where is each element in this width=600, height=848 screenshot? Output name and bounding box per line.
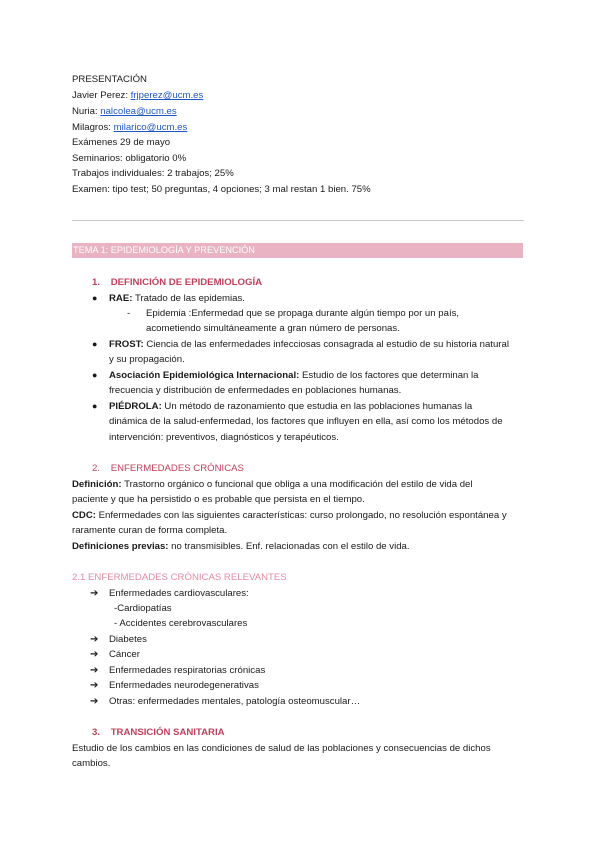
term-label: PIÉDROLA:	[109, 401, 162, 412]
section-title: TRANSICIÓN SANITARIA	[110, 727, 225, 738]
term-label: CDC:	[72, 510, 96, 521]
bullet-icon: ●	[92, 401, 98, 411]
transition-text-line-2: cambios.	[72, 758, 111, 769]
arrow-right-icon: ➔	[90, 665, 99, 676]
horizontal-divider	[72, 220, 524, 221]
contact-javier	[72, 88, 203, 103]
previous-definitions	[72, 539, 410, 554]
cdc-definition-line-1	[72, 508, 507, 523]
list-item: Otras: enfermedades mentales, patología osteomuscular…	[109, 696, 361, 707]
arrow-right-icon: ➔	[90, 680, 99, 691]
list-item: Enfermedades neurodegenerativas	[109, 680, 259, 691]
seminars-info: Seminarios: obligatorio 0%	[72, 153, 187, 164]
term-text: Ciencia de las enfermedades infecciosas consagrada al estudio de su historia natural	[143, 339, 509, 350]
topic-heading-band: TEMA 1: EPIDEMIOLOGÍA Y PREVENCIÓN	[72, 243, 523, 258]
term-label: FROST:	[109, 339, 144, 350]
email-link-nuria[interactable]: nalcolea@ucm.es	[100, 106, 177, 117]
term-label: Asociación Epidemiológica Internacional:	[109, 370, 300, 381]
term-text: Enfermedades con las siguientes características: curso prolongado, no resolución espontánea y	[95, 510, 507, 521]
contact-nuria	[72, 104, 177, 119]
arrow-right-icon: ➔	[90, 649, 99, 660]
rae-definition	[109, 291, 245, 306]
term-label: Definiciones previas:	[72, 541, 169, 552]
list-item: Enfermedades cardiovasculares:	[109, 588, 249, 599]
transition-text-line-1: Estudio de los cambios en las condiciones de salud de las poblaciones y consecuencias de dichos	[72, 743, 491, 754]
exam-info: Examen: tipo test; 50 preguntas, 4 opciones; 3 mal restan 1 bien. 75%	[72, 184, 371, 195]
contact-label: Milagros:	[72, 122, 111, 133]
term-text: Un método de razonamiento que estudia en las poblaciones humanas la	[161, 401, 473, 412]
aei-definition-line-2: frecuencia y distribución de enfermedades en poblaciones humanas.	[109, 385, 402, 396]
assignments-info: Trabajos individuales: 2 trabajos; 25%	[72, 168, 234, 179]
list-sub-item: -Cardiopatías	[114, 603, 172, 614]
bullet-icon: ●	[92, 339, 98, 349]
term-label: RAE:	[109, 293, 133, 304]
chronic-definition-line-1	[72, 477, 473, 492]
piedrola-definition-line-2: dinámica de la salud-enfermedad, los factores que influyen en ella, así como los métodos de	[109, 416, 503, 427]
epidemia-line-1: Epidemia :Enfermedad que se propaga durante algún tiempo por un país,	[146, 308, 460, 319]
piedrola-definition-line-3: intervención: preventivos, diagnósticos y terapéuticos.	[109, 432, 339, 443]
contact-label: Javier Perez:	[72, 90, 128, 101]
cdc-definition-line-2: raramente curan de forma completa.	[72, 525, 228, 536]
contact-label: Nuria:	[72, 106, 98, 117]
frost-definition-line-1	[109, 337, 509, 352]
section-title: ENFERMEDADES CRÓNICAS	[110, 463, 244, 474]
aei-definition-line-1	[109, 368, 479, 383]
section-number: 2.	[92, 463, 101, 474]
section-number: 3.	[92, 727, 101, 738]
chronic-definition-line-2: paciente y que ha persistido o es probable que persista en el tiempo.	[72, 494, 365, 505]
list-item: Diabetes	[109, 634, 147, 645]
piedrola-definition-line-1	[109, 399, 472, 414]
bullet-icon: ●	[92, 370, 98, 380]
term-label: Definición:	[72, 479, 122, 490]
bullet-icon: ●	[92, 293, 98, 303]
section-1-heading	[92, 275, 262, 290]
term-text: Estudio de los factores que determinan la	[299, 370, 479, 381]
section-3-heading	[92, 725, 225, 740]
section-2-heading	[92, 461, 244, 476]
email-link-milagros[interactable]: milarico@ucm.es	[113, 122, 188, 133]
arrow-right-icon: ➔	[90, 588, 99, 599]
frost-definition-line-2: y su propagación.	[109, 354, 185, 365]
list-item: Enfermedades respiratorias crónicas	[109, 665, 266, 676]
section-number: 1.	[92, 277, 101, 288]
term-text: no transmisibles. Enf. relacionadas con el estilo de vida.	[168, 541, 410, 552]
arrow-right-icon: ➔	[90, 634, 99, 645]
epidemia-line-2: acometiendo simultáneamente a gran número de personas.	[146, 323, 400, 334]
presentation-title: PRESENTACIÓN	[72, 74, 147, 85]
exam-date: Exámenes 29 de mayo	[72, 137, 171, 148]
list-item: Cáncer	[109, 649, 140, 660]
term-text: Trastorno orgánico o funcional que obliga a una modificación del estilo de vida del	[121, 479, 473, 490]
dash-bullet: -	[127, 308, 131, 319]
term-text: Tratado de las epidemias.	[132, 293, 245, 304]
email-link-javier[interactable]: frjperez@ucm.es	[130, 90, 204, 101]
list-sub-item: - Accidentes cerebrovasculares	[114, 618, 248, 629]
section-title: DEFINICIÓN DE EPIDEMIOLOGÍA	[110, 277, 263, 288]
subsection-2-1-heading: 2.1 ENFERMEDADES CRÓNICAS RELEVANTES	[72, 572, 287, 583]
contact-milagros	[72, 120, 187, 135]
arrow-right-icon: ➔	[90, 696, 99, 707]
